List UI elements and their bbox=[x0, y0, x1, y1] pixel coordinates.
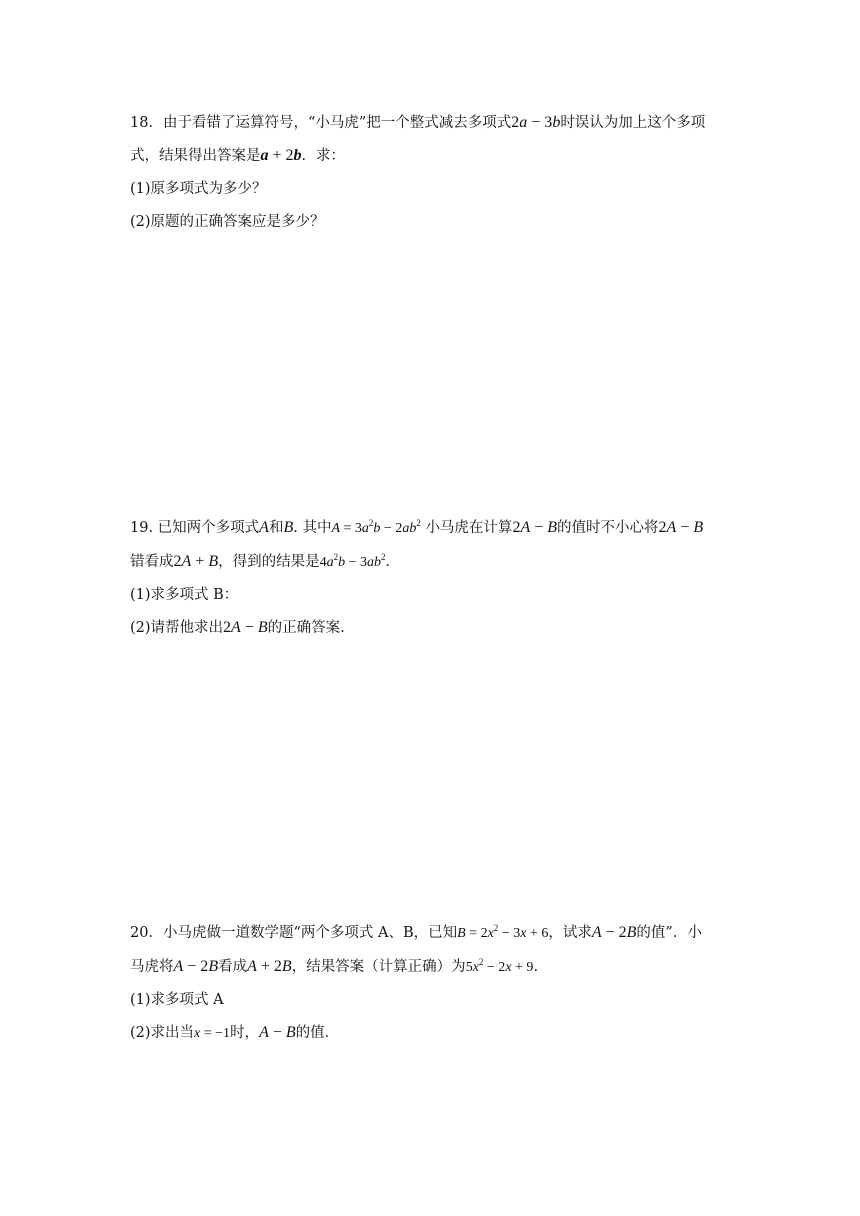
q19-line-2: 错看成2A + B，得到的结果是$4a^2b - 3ab^2$． bbox=[130, 552, 400, 570]
q18-line-2: 式，结果得出答案是a + 2b．求： bbox=[130, 147, 346, 164]
expr-A-minus-B: A − B bbox=[259, 1024, 296, 1041]
q20-sub-2: (2)求出当x = −1时，A − B的值． bbox=[130, 1024, 340, 1041]
expr-answer: $5x^2 - 2x + 9$ bbox=[465, 957, 534, 975]
expr-2a-3b: 2a − 3b bbox=[511, 114, 561, 131]
q18-text: 18．由于看错了运算符号，“小马虎”把一个整式减去多项式 bbox=[130, 115, 512, 131]
expr-A-plus-2B: A + 2B bbox=[247, 958, 292, 975]
q20-line-2: 马虎将A − 2B看成A + 2B，结果答案（计算正确）为$5x^2 - 2x + 9$. bbox=[130, 957, 539, 975]
expr-a-plus-2b: a + 2b bbox=[260, 147, 302, 164]
q18-sub-2: (2)原题的正确答案应是多少？ bbox=[130, 214, 325, 230]
expr-x-eq-neg1: x = −1 bbox=[194, 1026, 231, 1041]
expr-A-minus-2B: A − 2B bbox=[591, 924, 637, 941]
expr-2A-plus-B: 2A + B bbox=[173, 553, 219, 570]
q19-sub-1: (1)求多项式 B： bbox=[130, 587, 239, 603]
expr-A-minus-2B: A − 2B bbox=[173, 958, 219, 975]
expr-2A-minus-B: 2A − B bbox=[223, 619, 268, 636]
expr-A-def: $A = 3a^2b - 2ab^2$ bbox=[331, 518, 421, 536]
var-A: A bbox=[259, 519, 269, 536]
expr-B-def: $B = 2x^2 - 3x + 6$ bbox=[457, 923, 549, 941]
expr-2A-minus-B: 2A − B bbox=[658, 519, 704, 536]
q19-line-1: 19. 已知两个多项式A和B. 其中$A = 3a^2b - 2ab^2$ 小马虎在计算2A − B的值时不小心将2A − B bbox=[130, 518, 704, 536]
var-B: B bbox=[283, 519, 294, 536]
expr-2A-minus-B: 2A − B bbox=[512, 519, 558, 536]
q18-line-1: 18．由于看错了运算符号，“小马虎”把一个整式减去多项式2a − 3b时误认为加上这个多项 bbox=[130, 114, 706, 131]
q19-sub-2: (2)请帮他求出2A − B的正确答案. bbox=[130, 619, 345, 636]
expr-result: $4a^2b - 3ab^2$ bbox=[319, 552, 386, 570]
q18-sub-1: (1)原多项式为多少？ bbox=[130, 181, 267, 197]
q20-sub-1: (1)求多项式 A bbox=[130, 992, 224, 1008]
q20-line-1: 20．小马虎做一道数学题“两个多项式 A、B，已知$B = 2x^2 - 3x + 6$，试求A − 2B的值”．小 bbox=[130, 923, 702, 941]
